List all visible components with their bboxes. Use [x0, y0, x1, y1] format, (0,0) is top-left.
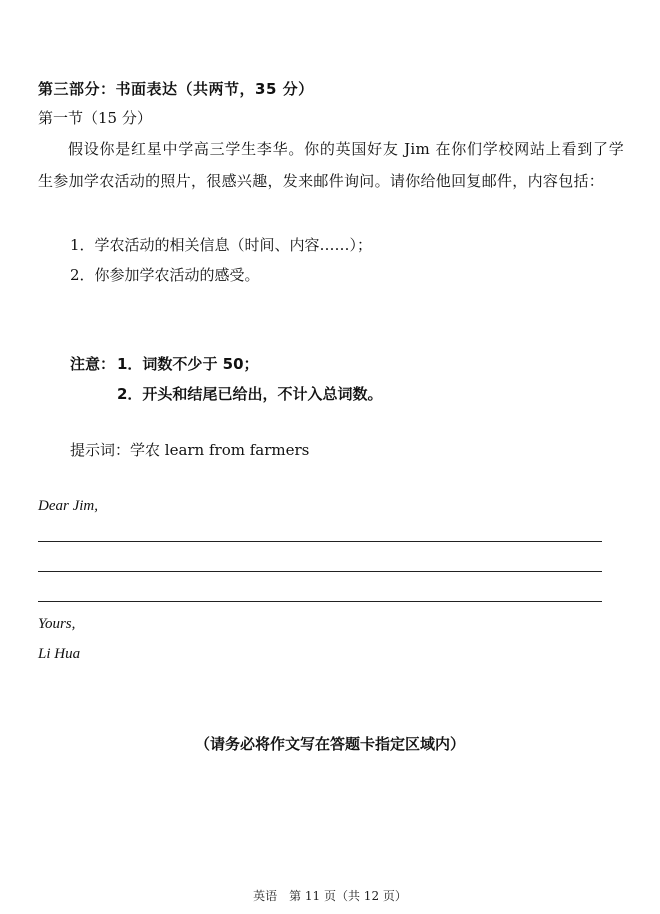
note-item-1: 1．词数不少于 50；	[117, 355, 259, 373]
answer-sheet-reminder: （请务必将作文写在答题卡指定区域内）	[194, 735, 465, 753]
subsection-title: 第一节（15 分）	[38, 109, 152, 127]
letter-signature: Li Hua	[38, 646, 81, 662]
writing-line-1	[38, 541, 602, 542]
letter-greeting: Dear Jim,	[38, 498, 98, 514]
prompt-paragraph: 假设你是红星中学高三学生李华。你的英国好友 Jim 在你们学校网站上看到了学生参加学农活动的照片，很感兴趣，发来邮件询问。请你给他回复邮件，内容包括：	[38, 140, 624, 190]
hint-words: 提示词：学农 learn from farmers	[70, 441, 310, 459]
requirement-item-1: 1．学农活动的相关信息（时间、内容……）；	[70, 236, 373, 254]
requirement-item-2: 2．你参加学农活动的感受。	[70, 266, 260, 284]
writing-line-2	[38, 571, 602, 572]
notes-label: 注意：	[70, 355, 116, 373]
page-footer: 英语 第 11 页（共 12 页）	[253, 889, 407, 903]
writing-line-3	[38, 601, 602, 602]
letter-closing: Yours,	[38, 616, 76, 632]
section-title: 第三部分：书面表达（共两节，35 分）	[38, 80, 314, 98]
note-item-2: 2．开头和结尾已给出，不计入总词数。	[117, 385, 383, 403]
